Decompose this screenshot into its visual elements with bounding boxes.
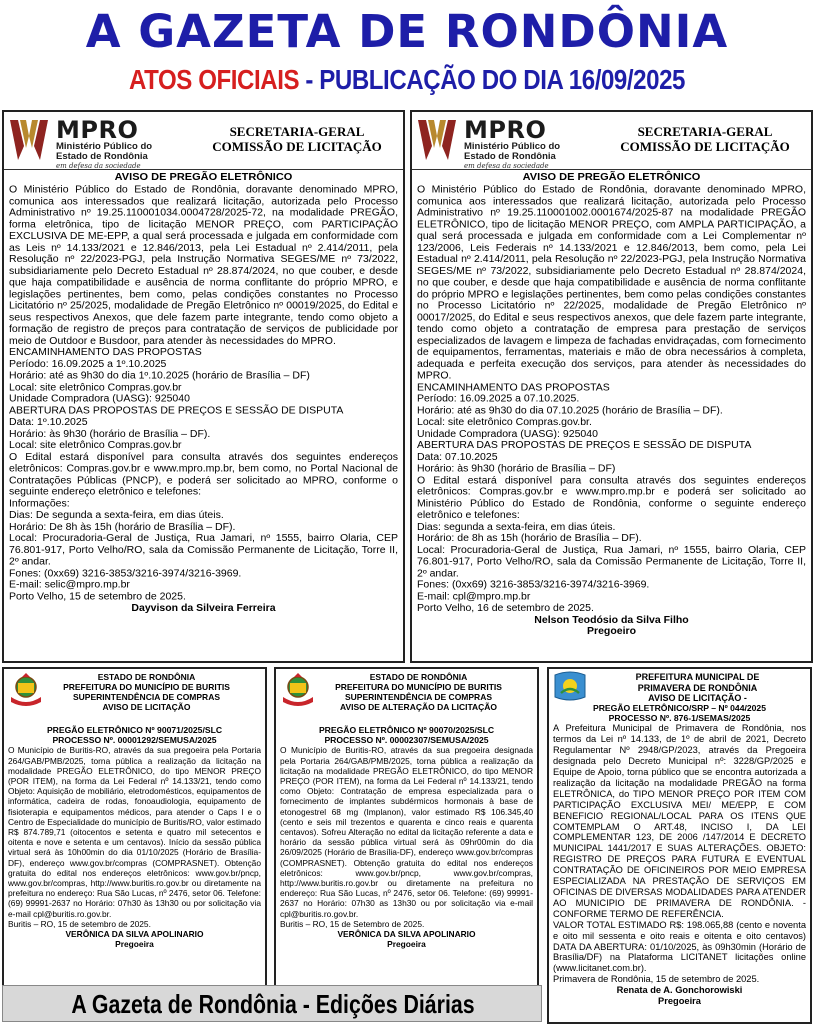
notice-line: Dias: segunda a sexta-feira, em dias úteis. (417, 521, 616, 533)
mpro-brand-line1: Ministério Público do (464, 141, 561, 152)
heading-line: ESTADO DE RONDÔNIA (97, 672, 196, 682)
notice-line: ENCAMINHAMENTO DAS PROPOSTAS (417, 381, 610, 393)
notice-date: Buritis – RO, 15 de Setembro de 2025. (280, 918, 425, 929)
notice-line: Horário: até as 9h30 do dia 07.10.2025 (horário de Brasília – DF). (417, 404, 723, 416)
mpro-brand-slogan: em defesa da sociedade (464, 162, 549, 170)
mpro-brand-slogan: em defesa da sociedade (56, 162, 141, 170)
notice-line: Data: 07.10.2025 (417, 451, 498, 463)
mpro-brand-name: MPRO (56, 116, 139, 144)
heading-line: PRIMAVERA DE RONDÔNIA (637, 682, 758, 693)
process-line: PREGÃO ELETRÔNICO Nº 90070/2025/SLC (318, 725, 495, 735)
notice-signer-role: Pregoeira (658, 996, 701, 1007)
buritis-notice-1 (2, 667, 267, 1009)
notice-local: Local: Procuradoria-Geral de Justiça, Rua Jamari, nº 1555, bairro Olaria, CEP 76.801-917, Porto Velho/RO, sala da Comissão Permanente de Licitação, Torre II, 2º andar. (9, 532, 398, 568)
notice-signer-role: Pregoeira (115, 939, 154, 950)
notice-intro: O Ministério Público do Estado de Rondônia, doravante denominado MPRO, comunica aos interessados que realizará licitação, autorizada pelo Processo Administrativo nº 19.25.110001002.0001674/2025-87 na modalidade PREGÃO ELETRÔNICO, tipo de licitação MENOR PREÇO, com AMPLA PARTICIPAÇÃO, a qual será processada e julgada em conformidade com a Lei Complementar nº 123/2006, Leis Federais nº 14.133/2021 e 12.846/2013, bem como, pela Lei Estadual nº 2.414/2011, pela Resolução nº 22/2023-PGJ, pela Instrução Normativa SEGES/ME nº 73/2022, subsidiariamente pelo Decreto Estadual nº 28.874/2024, no que couber, e desde que haja compatibilidade e ausência de norma conflitante do próprio MPRO e legislações pertinentes, bem como pelas condições constantes no Processo Licitatório nº 22/2025, modalidade de Pregão Eletrônico nº 00017/2025, do Edital e seus respectivos anexos, que dele fazem parte integrante, tendo como objeto a contratação de empresa para prestação de serviços especializados de lavagem e limpeza de fachadas envidraçadas, com fornecimento de equipamentos, ferramentas, materiais e mão de obra necessários à completa, adequada e perfeita execução dos serviços, para atender às necessidades do MPRO. (417, 183, 806, 382)
primavera-header (549, 669, 810, 703)
footer-banner-text: A Gazeta de Rondônia - Edições Diárias (71, 989, 475, 1019)
mpro-header (412, 112, 811, 170)
notice-line: Horário: às 9h30 (horário de Brasília – DF) (417, 462, 616, 475)
notice-text: A Prefeitura Municipal de Primavera de Rondônia, nos termos da Lei nº 14.133, de 1º de abril de 2021, Decreto Regulamentar Nº 2948/GP/2023, através da Pregoeira designada pelo Decreto Municipal nº: 3228/GP/2025 e Equipe de Apoio, torna público que se encontra autorizada a realização da licitação na modalidade PREGÃO na forma ELETRÔNICA, do TIPO MENOR PREÇO POR ITEM COM PARTICIPAÇÃO EXCLUSIVA MEI/ ME/EPP, E COM BENEFICIO REGIONAL/LOCAL PARA OS ITENS QUE COMTEMPLAM O ART.48, INCISO I, DA LEI COMPLEMENTAR 123, DE 2006 /147/2014 E DECRETO MUNICIPAL 1441/2017 E SUAS ALTERAÇÕES. OBJETO: REGISTRO DE PREÇOS PARA FUTURA E EVENTUAL CONTRATAÇÃO DE OFICINEIROS POR MEIO EMPRESA ESPECIALIZADA NA PRESTAÇÃO DE SERVIÇOS EM OFICINAS DE DIVERSAS MODALIDADES PARA ATENDER AO MUNICIPIO DE PRIMAVERA DE RONDÔNIA. - CONFORME TERMO DE REFERÊNCIA. (553, 723, 806, 919)
mpro-brand-line1: Ministério Público do (56, 141, 153, 152)
heading-line: AVISO DE ALTERAÇÃO DA LICITAÇÃO (339, 702, 498, 712)
mpro-brand (464, 116, 582, 170)
notice-line: Horário: de 8h as 15h (horário de Brasília – DF). (417, 532, 642, 544)
process-line: PROCESSO Nº. 00001292/SEMUSA/2025 (52, 735, 217, 746)
notice-title: AVISO DE PREGÃO ELETRÔNICO (522, 171, 701, 184)
masthead (0, 0, 814, 110)
mpro-brand-name: MPRO (464, 116, 547, 144)
mpro-brand (56, 116, 174, 170)
notice-line: ABERTURA DAS PROPOSTAS DE PREÇOS E SESSÃO DE DISPUTA (417, 439, 752, 451)
buritis-heading (304, 672, 533, 712)
buritis-body (276, 725, 537, 949)
notice-signer: VERÔNICA DA SILVA APOLINARIO (337, 929, 476, 940)
notice-line: Local: site eletrônico Compras.gov.br (9, 439, 182, 451)
buritis-heading (32, 672, 261, 712)
notice-signer: Dayvison da Silveira Ferreira (131, 602, 276, 614)
notice-title: AVISO DE PREGÃO ELETRÔNICO (114, 171, 293, 184)
subtitle-publication-date: PUBLICAÇÃO DO DIA 16/09/2025 (319, 64, 686, 95)
heading-line: SUPERINTENDÊNCIA DE COMPRAS (344, 692, 493, 702)
mpro-brand-line2: Estado de Rondônia (56, 151, 148, 162)
mpro-notice-1 (2, 110, 405, 663)
dept-line2: COMISSÃO DE LICITAÇÃO (212, 139, 382, 154)
process-line: PREGÃO ELETRÔNICO/SRP – Nº 044/2025 (592, 703, 766, 713)
dept-line1: SECRETARIA-GERAL (637, 124, 773, 139)
subtitle-dash: - (299, 64, 320, 95)
notice-intro: O Ministério Público do Estado de Rondônia, doravante denominado MPRO, comunica aos interessados que realizará licitação, autorizada pelo Processo Administrativo nº 19.25.110001034.0004728/2025-72, na modalidade PREGÃO, forma eletrônica, tipo de licitação MENOR PREÇO, com PARTICIPAÇÃO EXCLUSIVA DE ME-EPP, a qual será processada e julgada em conformidade com as Leis nº 14.133/2021 e 12.846/2013, pela Lei Estadual nº 2.414/2011, pela Resolução nº 22/2023-PGJ, pela Instrução Normativa SEGES/ME nº 73/2022, subsidiariamente pelo Decreto Estadual nº 28.874/2024, no que couber, e desde que haja compatibilidade e ausência de norma conflitante do próprio MPRO, e legislações pertinentes, bem como, pelas condições constantes no Processo Licitatório nº 25/2025, modalidade de Pregão Eletrônico nº 00019/2025, do Edital e seus respectivos Anexos, que dele fazem parte integrante, tendo como objeto a formação de registro de preços para contratação de serviços de publicidade por meio de Outdoor e Busdoor, para atender às necessidades do MPRO. (9, 183, 398, 347)
heading-line: AVISO DE LICITAÇÃO (102, 702, 191, 712)
notice-text: O Município de Buritis-RO, através da sua pregoeira pela Portaria 264/GAB/PMB/2025, torna pública a realização da licitação na modalidade PREGÃO ELETRÔNICO, do tipo MENOR PREÇO (POR ITEM), na forma da Lei Federal nº 14.133/21, tendo como Objeto: Aquisição de mobiliário, eletrodomésticos, equipamentos de informática, cadeira de rodas, fonoaudiologia, equipamento de fisioterapia e equipamentos médicos, para atender o Caps I e o Centro de Especialidade do município de Buritis/RO, valor estimado R$ 874.789,71 (oitocentos e setenta e quatro mil setecentos e oitenta e nove e setenta e um centavos). Início da sessão pública virtual será às 10h00min do dia 01/10/2025 (Horário de Brasília-DF), endereço www.gov.br/compras (COMPRASNET). Obtenção gratuita do edital nos endereços eletrônicos: www.gov.br/pncp, www.gov.br/compras, http://www.buritis.ro.gov.br ou diretamente na prefeitura no endereço: Rua São Lucas, nº 2476, setor 06. Telefone: (69) 99991-2637 no Horário: 07h30 às 13h30 ou por solicitação via e-mail cpl@buritis.ro.gov.br. (8, 745, 261, 919)
process-line: PREGÃO ELETRÔNICO Nº 90071/2025/SLC (46, 725, 223, 735)
dept-line2: COMISSÃO DE LICITAÇÃO (620, 139, 790, 154)
primavera-heading (589, 672, 806, 704)
notice-line: Unidade Compradora (UASG): 925040 (417, 428, 598, 440)
buritis-notice-2 (274, 667, 539, 1009)
subtitle-official-acts: ATOS OFICIAIS (128, 64, 300, 95)
notice-value: VALOR TOTAL ESTIMADO R$: 198.065,88 (cento e noventa e oito mil sessenta e oito reais e oitenta e oito centavos) DATA DA ABERTURA: 01/10/2025, às 09h30min (Horário de Brasília/DF) na Plataforma LICITANET licitações online (www.licitanet.com.br). (553, 919, 806, 974)
notice-line: Porto Velho, 15 de setembro de 2025. (9, 590, 186, 602)
notice-line: Informações: (9, 497, 70, 509)
notice-signer-role: Pregoeira (387, 939, 426, 950)
notice-line: Período: 16.09.2025 a 1º.10.2025 (9, 358, 167, 370)
notice-signer: VERÔNICA DA SILVA APOLINARIO (65, 929, 204, 940)
notice-line: E-mail: selic@mpro.mp.br (9, 579, 130, 591)
notice-body (4, 170, 403, 614)
notice-signer: Nelson Teodósio da Silva Filho (534, 614, 689, 626)
buritis-body (4, 725, 265, 949)
dept-line1: SECRETARIA-GERAL (229, 124, 365, 139)
notice-line: ABERTURA DAS PROPOSTAS DE PREÇOS E SESSÃO DE DISPUTA (9, 404, 344, 416)
heading-line: AVISO DE LICITAÇÃO - (648, 693, 747, 703)
buritis-header (276, 669, 537, 725)
municipal-flag-icon (553, 671, 587, 701)
primavera-body (549, 703, 810, 1007)
notice-line: Local: site eletrônico Compras.gov.br. (417, 416, 592, 428)
notice-local: Local: Procuradoria-Geral de Justiça, Rua Jamari, nº 1555, bairro Olaria, CEP 76.801-917, Porto Velho/RO, sala da Comissão Permanente de Licitação, Torre II, 2º andar. (417, 544, 806, 579)
notice-line: Porto Velho, 16 de setembro de 2025. (417, 602, 594, 614)
process-line: PROCESSO Nº. 876-1/SEMAS/2025 (608, 713, 751, 724)
heading-line: PREFEITURA MUNICIPAL DE (635, 672, 760, 682)
notice-line: Local: site eletrônico Compras.gov.br (9, 381, 182, 393)
notice-line: Data: 1º.10.2025 (9, 416, 88, 428)
notice-line: Horário: às 9h30 (horário de Brasília – DF). (9, 428, 211, 440)
primavera-notice (547, 667, 812, 1024)
notice-date: Buritis – RO, 15 de setembro de 2025. (8, 918, 151, 929)
mpro-logo-icon (8, 118, 50, 162)
notice-line: Período: 16.09.2025 a 07.10.2025. (417, 393, 580, 405)
notice-edital: O Edital estará disponível para consulta através dos seguintes endereços eletrônicos: Compras.gov.br e www.mpro.mp.br e poderá ser solicitado ao Ministério Público do Estado de Rondônia, conforme o seguinte endereço eletrônico e telefones: (417, 474, 806, 521)
notice-line: Dias: De segunda a sexta-feira, em dias úteis. (9, 509, 224, 521)
heading-line: PREFEITURA DO MUNICÍPIO DE BURITIS (335, 682, 502, 692)
mpro-header (4, 112, 403, 170)
notice-body (412, 170, 811, 637)
footer-banner (2, 985, 542, 1022)
mpro-department (197, 124, 397, 154)
mpro-brand-line2: Estado de Rondônia (464, 151, 556, 162)
notice-edital: O Edital estará disponível para consulta através dos seguintes endereços eletrônicos: Compras.gov.br e www.mpro.mp.br, bem como, no Portal Nacional de Contratações Públicas (PNCP), e poderá ser solicitado ao MPRO, conforme o seguinte endereço eletrônico e telefones: (9, 451, 398, 498)
notice-line: Unidade Compradora (UASG): 925040 (9, 393, 190, 405)
mpro-department (605, 124, 805, 154)
mpro-logo-icon (416, 118, 458, 162)
process-line: PROCESSO Nº. 00002307/SEMUSA/2025 (324, 735, 489, 746)
notice-line: E-mail: cpl@mpro.mp.br (417, 590, 531, 602)
notice-line: Horário: De 8h às 15h (horário de Brasília – DF). (9, 521, 236, 533)
notice-signer: Renata de A. Gonchorowiski (616, 985, 743, 996)
notice-signer-role: Pregoeiro (586, 625, 636, 637)
notice-line: Fones: (0xx69) 3216-3853/3216-3974/3216-3969. (417, 579, 650, 591)
heading-line: PREFEITURA DO MUNICÍPIO DE BURITIS (63, 682, 230, 692)
notice-line: ENCAMINHAMENTO DAS PROPOSTAS (9, 346, 202, 358)
buritis-header (4, 669, 265, 725)
notice-line: Fones: (0xx69) 3216-3853/3216-3974/3216-3969. (9, 567, 242, 579)
notice-line: Horário: até as 9h30 do dia 1º.10.2025 (horário de Brasília – DF) (9, 369, 310, 382)
notice-date: Primavera de Rondônia, 15 de setembro de 2025. (553, 974, 760, 985)
heading-line: ESTADO DE RONDÔNIA (369, 672, 468, 682)
newspaper-title: A GAZETA DE RONDÔNIA (85, 5, 729, 58)
notice-text: O Município de Buritis-RO, através da sua pregoeira designada pela Portaria 264/GAB/PMB/2025, torna pública a realização da licitação na modalidade PREGÃO ELETRÔNICO, do tipo MENOR PREÇO (POR ITEM), na forma da Lei Federal nº 14.133/21, tendo como Objeto: Contratação de empresa especializada para o fornecimento de implantes subdérmicos hormonais à base de etonogestrel 68 mg (Implanon), valor estimado R$ 106.345,40 (cento e seis mil trezentos e quarenta e cinco reais e quarenta centavos). Sofreu Alteração no edital da licitação referente a data e horário da sessão pública virtual será às 09hr00min do dia 26/09/2025 (Horário de Brasília-DF), endereço www.gov.br/compras (COMPRASNET). Obtenção gratuita do edital nos endereços eletrônicos: www.gov.br/pncp, www.gov.br/compras, http://www.buritis.ro.gov.br ou diretamente na prefeitura no endereço: Rua São Lucas, nº 2476, setor 06. Telefone: (69) 99991-2637 no Horário: 07h30 as 13h30 ou por solicitação via e-mail cpl@buritis.ro.gov.br. (280, 745, 533, 919)
heading-line: SUPERINTENDÊNCIA DE COMPRAS (72, 692, 221, 702)
mpro-notice-2 (410, 110, 813, 663)
edition-subtitle (57, 62, 757, 98)
